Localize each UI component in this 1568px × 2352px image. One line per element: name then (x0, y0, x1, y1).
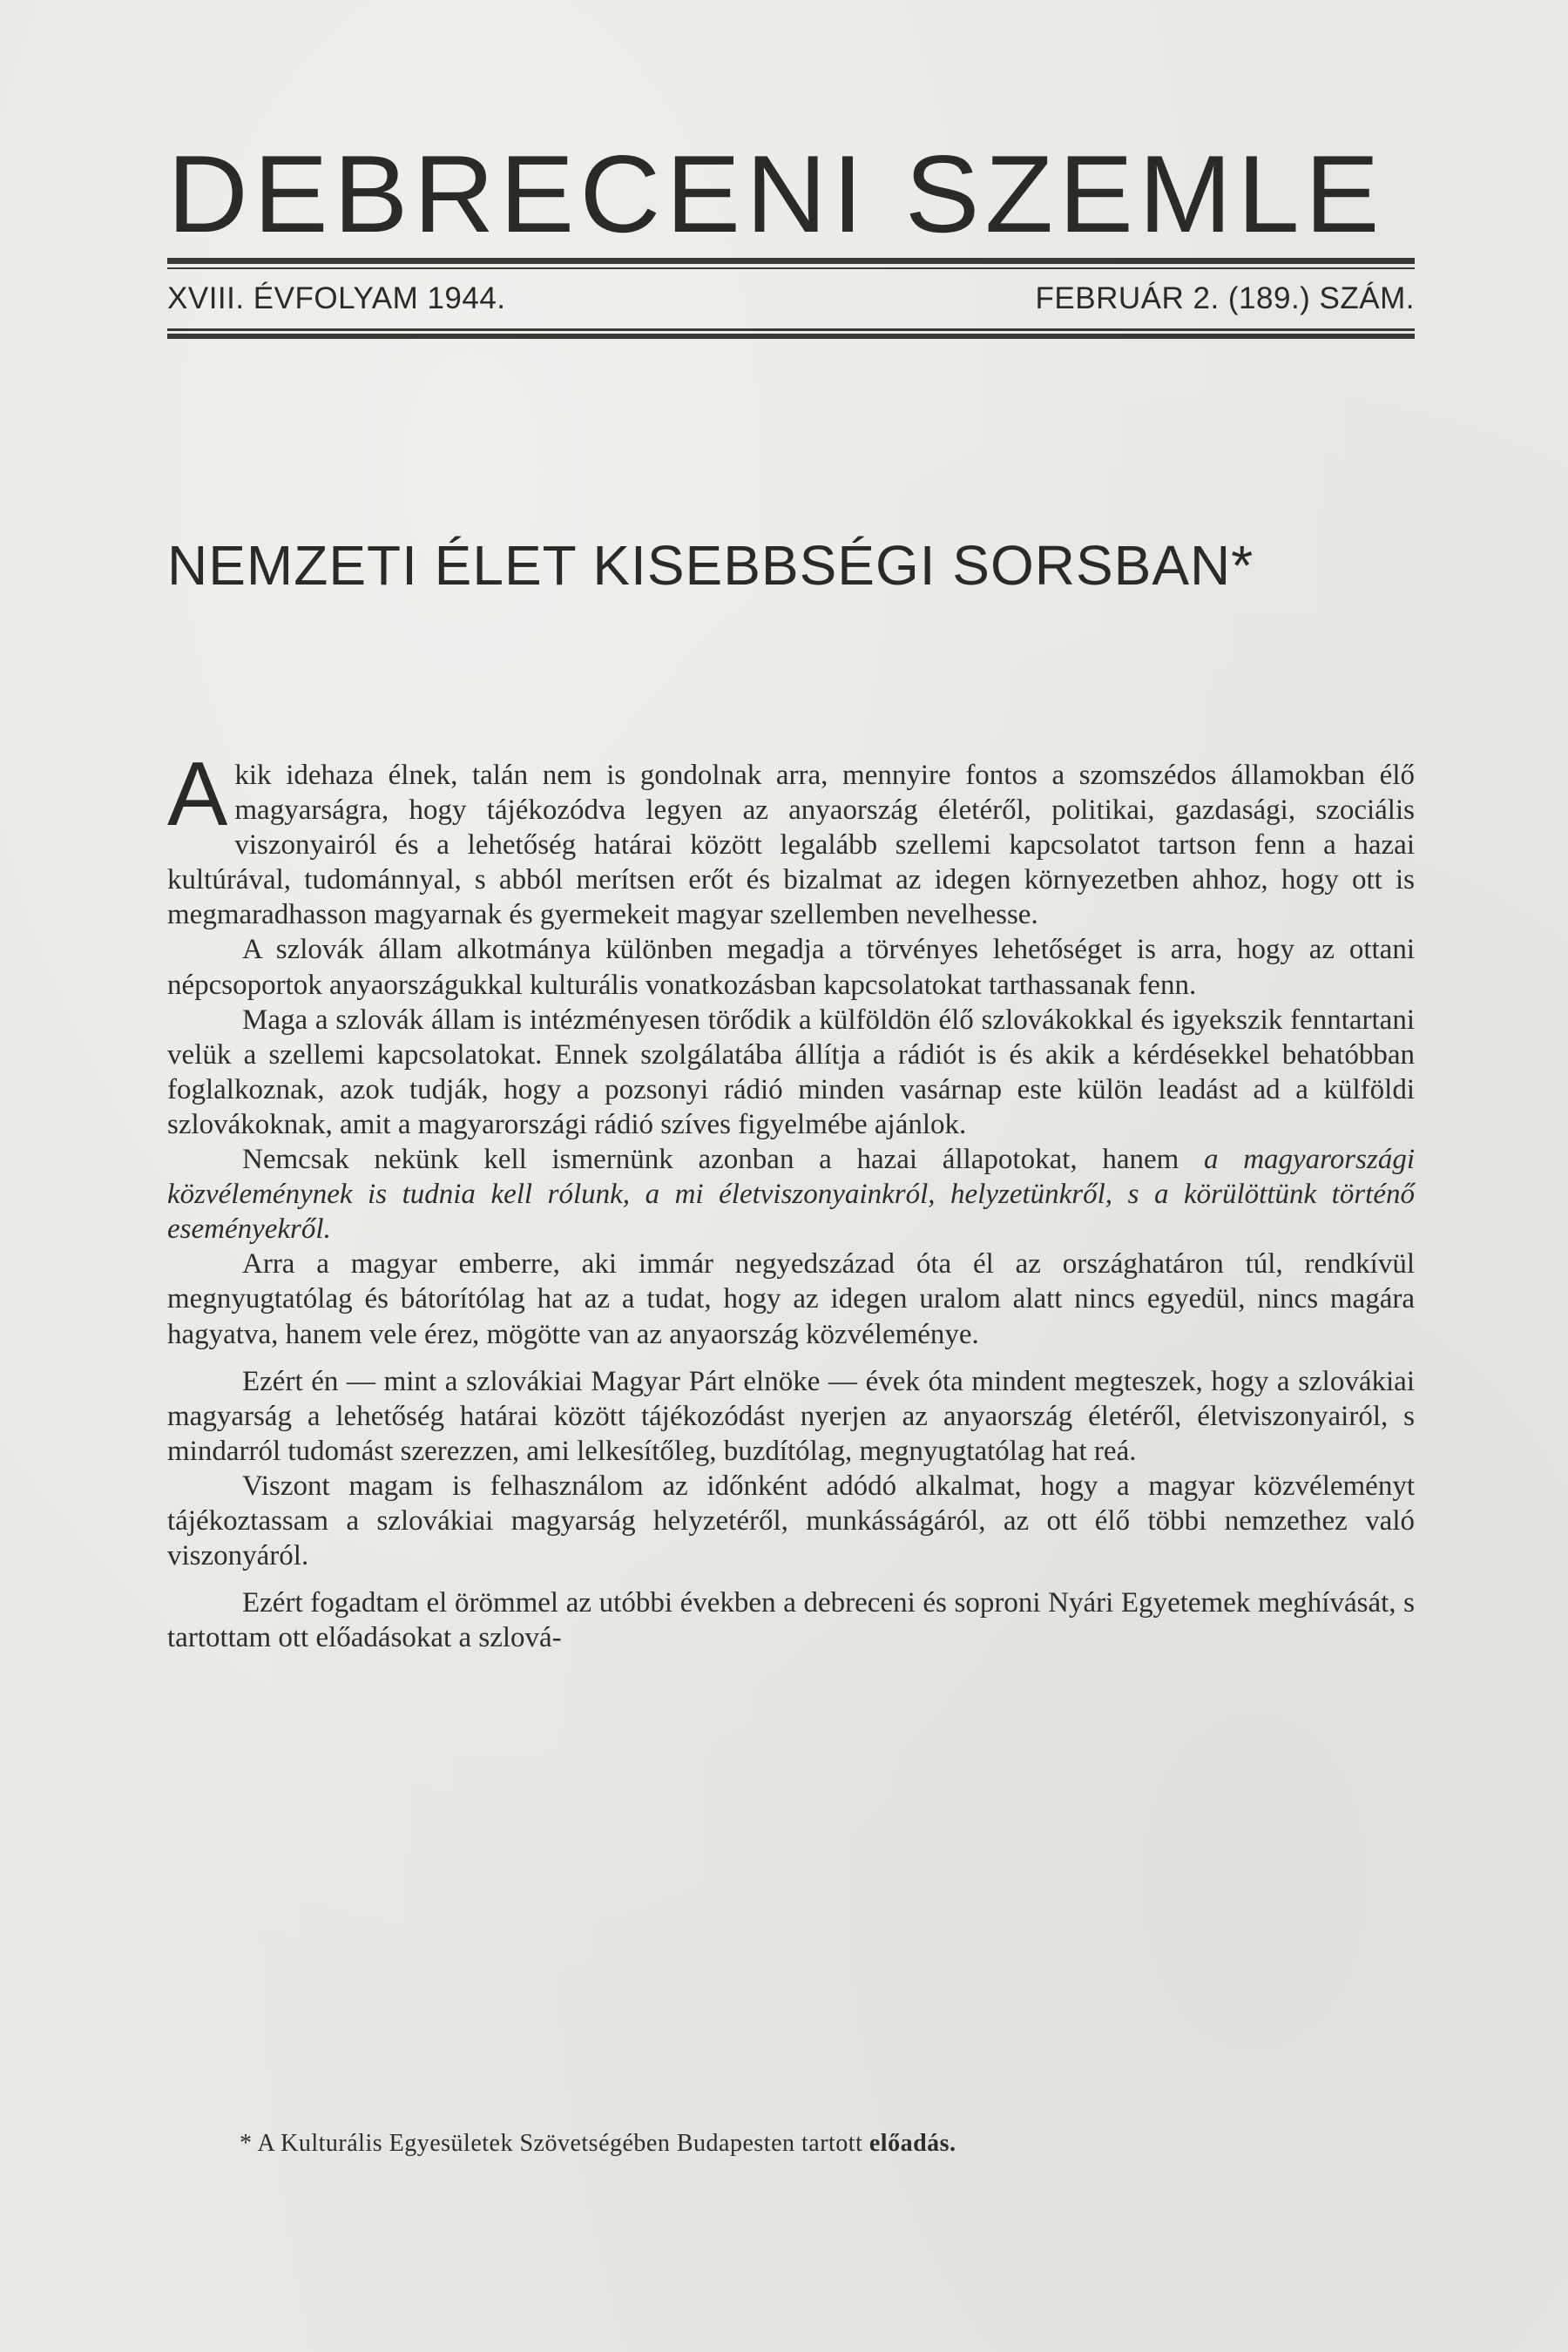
paragraph-6: Ezért én — mint a szlovákiai Magyar Párt elnöke — évek óta mindent megteszek, hogy a szlovákiai magyarság a lehetőség határai között tájékozódást nyerjen az anyaország életéről, életviszonyairól, s mindarról tudomást szerezzen, ami lelkesítőleg, buzdítólag, megnyugtatólag hat reá. (167, 1365, 1415, 1467)
masthead-rule-thick (167, 258, 1415, 264)
issue-rule-thick (167, 334, 1415, 339)
issue-rule-thin (167, 328, 1415, 331)
journal-title: DEBRECENI SZEMLE (167, 132, 1385, 255)
paragraph-7: Viszont magam is felhasználom az időnként adódó alkalmat, hogy a magyar közvéleményt tájékoztassam a szlovákiai magyarság helyzetéről, munkásságáról, az ott élő többi nemzethez való viszonyáról. (167, 1470, 1415, 1572)
paragraph-3: Maga a szlovák állam is intézményesen törődik a külföldön élő szlovákokkal és igyekszik fenntartani velük a szellemi kapcsolatokat. Ennek szolgálatába állítja a rádiót is és akik a kérdésekkel behatóbban foglalkoznak, azok tudják, hogy a pozsonyi rádió minden vasárnap este külön leadást ad a külföldi szlovákoknak, amit a magyarországi rádió szíves figyelmébe ajánlok. (167, 1004, 1415, 1140)
footnote-text: A Kulturális Egyesületek Szövetségében Budapesten tartott (257, 2130, 863, 2157)
paragraph-1-text: kik idehaza élnek, talán nem is gondolnak arra, mennyire fontos a szomszédos államokban élő magyarságra, hogy tájékozódva legyen az anyaország életéről, politikai, gazdasági, szociális viszonyairól és a lehetőség határai között legalább szellemi kapcsolatot tartson fenn a hazai kultúrával, tudománnyal, s abból merítsen erőt és bizalmat az idegen környezetben ahhoz, hogy ott is megmaradhasson magyarnak és gyermekeit magyar szellemben nevelhesse. (167, 760, 1415, 931)
article-title: NEMZETI ÉLET KISEBBSÉGI SORSBAN* (167, 534, 1254, 597)
footnote-bold: előadás. (868, 2130, 956, 2157)
paragraph-1 (167, 744, 1415, 932)
footnote (240, 2130, 1416, 2158)
paragraph-4-text: Nemcsak nekünk kell ismernünk azonban a hazai állapotokat, hanem (242, 1144, 1204, 1176)
paragraph-5: Arra a magyar emberre, aki immár negyedszázad óta él az országhatáron túl, rendkívül megnyugtatólag és bátorítólag hat az a tudat, hogy az idegen uralom alatt nincs egyedül, nincs magára hagyatva, hanem vele érez, mögötte van az anyaország közvéleménye. (167, 1248, 1415, 1350)
article-body (167, 744, 1415, 1655)
footnote-marker: * (240, 2130, 253, 2157)
paragraph-8: Ezért fogadtam el örömmel az utóbbi években a debreceni és soproni Nyári Egyetemek meghívását, s tartottam ott előadásokat a szlová- (167, 1587, 1415, 1654)
paragraph-2: A szlovák állam alkotmánya különben megadja a törvényes lehetőséget is arra, hogy az ottani népcsoportok anyaországukkal kulturális vonatkozásban kapcsolatokat tarthassanak fenn. (167, 934, 1415, 1001)
drop-cap: A (167, 744, 228, 845)
masthead (167, 132, 1415, 339)
paragraph-4-italic: a magyarországi közvéleménynek is tudnia kell rólunk, a mi életviszonyainkról, helyzetünkről, s a körülöttünk történő eseményekről. (167, 1144, 1415, 1246)
paragraph-4 (167, 1142, 1415, 1247)
issue-line (167, 281, 1415, 316)
volume-label: XVIII. ÉVFOLYAM 1944. (167, 281, 506, 315)
issue-label: FEBRUÁR 2. (189.) SZÁM. (1035, 281, 1415, 315)
masthead-rule-thin (167, 267, 1415, 269)
